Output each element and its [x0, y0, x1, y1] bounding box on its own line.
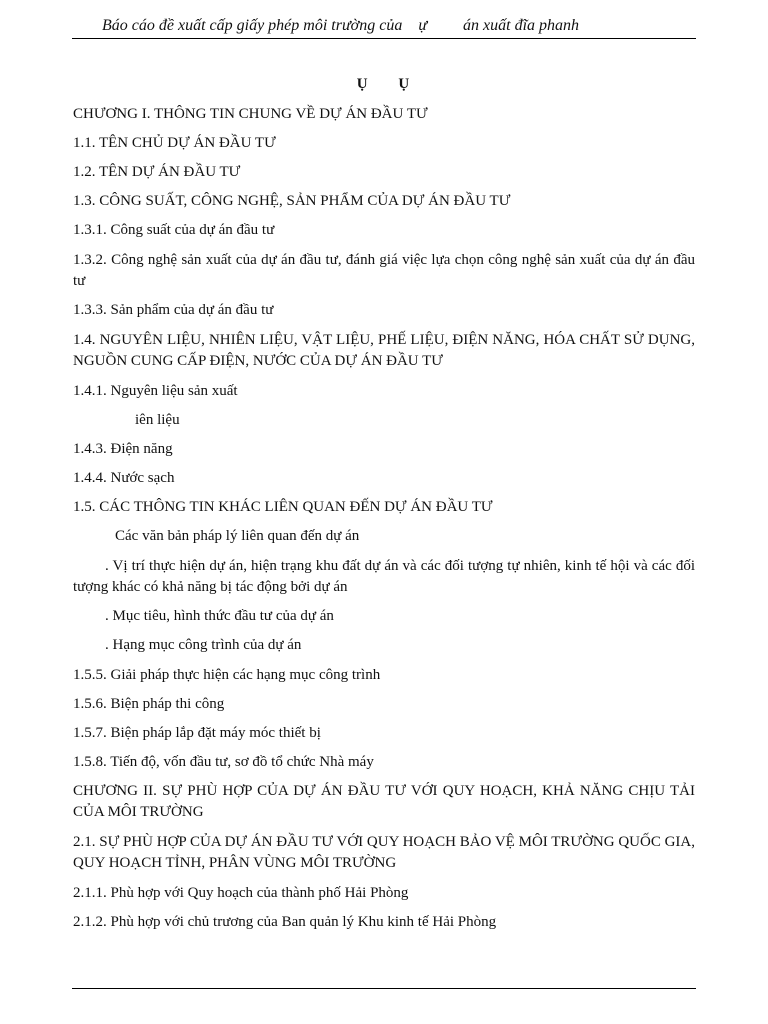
toc-entry-1-3-2: 1.3.2. Công nghệ sản xuất của dự án đầu tư, đánh giá việc lựa chọn công nghệ sản xuất của dự án đầu tư: [73, 252, 695, 289]
toc-entry-2-1-2: 2.1.2. Phù hợp với chủ trương của Ban quản lý Khu kinh tế Hải Phòng: [73, 914, 497, 930]
toc-entry-1-5-5: 1.5.5. Giải pháp thực hiện các hạng mục công trình: [73, 667, 381, 683]
toc-entry-1-4-3: 1.4.3. Điện năng: [73, 441, 173, 457]
toc-entry-1-4-2: iên liệu: [135, 412, 180, 428]
toc-entry-1-1: 1.1. TÊN CHỦ DỰ ÁN ĐẦU TƯ: [73, 135, 276, 151]
page-header: [72, 14, 696, 39]
toc-chapter-2: CHƯƠNG II. SỰ PHÙ HỢP CỦA DỰ ÁN ĐẦU TƯ VỚI QUY HOẠCH, KHẢ NĂNG CHỊU TẢI CỦA MÔI TRƯỜNG: [73, 783, 695, 820]
toc-entry-1-5-2: . Vị trí thực hiện dự án, hiện trạng khu đất dự án và các đối tượng tự nhiên, kinh tế hội và các đối tượng khác có khả năng bị tác động bởi dự án: [73, 558, 695, 595]
toc-entry-1-2: 1.2. TÊN DỰ ÁN ĐẦU TƯ: [73, 164, 241, 180]
toc-entry-1-3: 1.3. CÔNG SUẤT, CÔNG NGHỆ, SẢN PHẨM CỦA DỰ ÁN ĐẦU TƯ: [73, 193, 511, 209]
header-title: Báo cáo đề xuất cấp giấy phép môi trường của ự án xuất đĩa phanh: [102, 17, 580, 34]
toc-entry-1-5-8: 1.5.8. Tiến độ, vốn đầu tư, sơ đồ tổ chức Nhà máy: [73, 754, 374, 770]
toc-entry-1-3-1: 1.3.1. Công suất của dự án đầu tư: [73, 222, 275, 238]
toc-entry-1-5-1: Các văn bản pháp lý liên quan đến dự án: [115, 528, 360, 544]
toc-entry-2-1: 2.1. SỰ PHÙ HỢP CỦA DỰ ÁN ĐẦU TƯ VỚI QUY HOẠCH BẢO VỆ MÔI TRƯỜNG QUỐC GIA, QUY HOẠCH TỈNH, PHÂN VÙNG MÔI TRƯỜNG: [73, 834, 695, 871]
toc-entry-1-5-3: . Mục tiêu, hình thức đầu tư của dự án: [105, 608, 334, 624]
toc-entry-1-5-4: . Hạng mục công trình của dự án: [105, 637, 302, 653]
footer-divider: [72, 988, 696, 989]
toc-entry-1-5-6: 1.5.6. Biện pháp thi công: [73, 696, 225, 712]
toc-entry-1-4-4: 1.4.4. Nước sạch: [73, 470, 175, 486]
toc-entry-1-3-3: 1.3.3. Sản phẩm của dự án đầu tư: [73, 302, 274, 318]
toc-title: Ụ Ụ: [356, 76, 412, 92]
toc-entry-1-5: 1.5. CÁC THÔNG TIN KHÁC LIÊN QUAN ĐẾN DỰ ÁN ĐẦU TƯ: [73, 499, 493, 515]
toc-entry-2-1-1: 2.1.1. Phù hợp với Quy hoạch của thành phố Hải Phòng: [73, 885, 409, 901]
toc-entry-1-4: 1.4. NGUYÊN LIỆU, NHIÊN LIỆU, VẬT LIỆU, PHẾ LIỆU, ĐIỆN NĂNG, HÓA CHẤT SỬ DỤNG, NGUỒN CUNG CẤP ĐIỆN, NƯỚC CỦA DỰ ÁN ĐẦU TƯ: [73, 332, 695, 369]
toc-entry-1-4-1: 1.4.1. Nguyên liệu sản xuất: [73, 383, 238, 399]
toc-entry-1-5-7: 1.5.7. Biện pháp lắp đặt máy móc thiết bị: [73, 725, 321, 741]
toc-chapter-1: CHƯƠNG I. THÔNG TIN CHUNG VỀ DỰ ÁN ĐẦU TƯ: [73, 106, 428, 122]
